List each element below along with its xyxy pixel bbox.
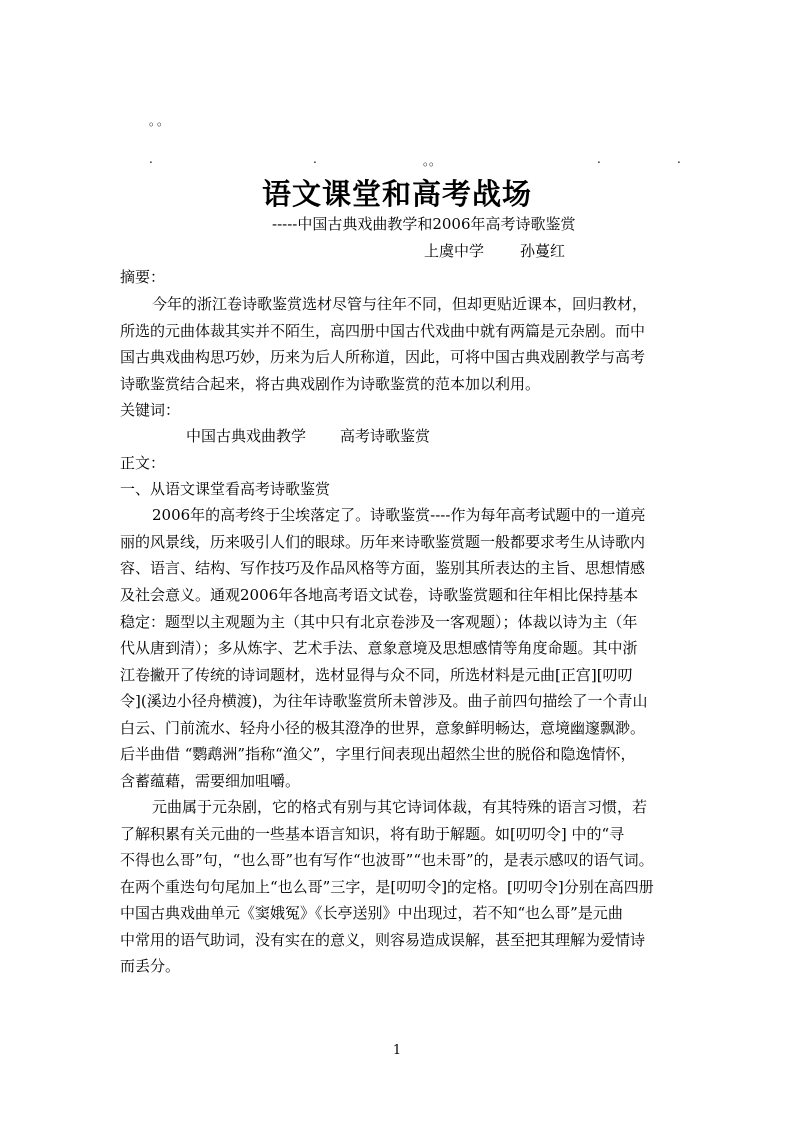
header-mark: . — [313, 152, 317, 166]
page-number: 1 — [392, 1043, 402, 1058]
paragraph-line: 了解积累有关元曲的一些基本语言知识，将有助于解题。如[叨叨令] 中的“寻 — [120, 825, 625, 843]
body-label: 正文： — [120, 454, 166, 472]
paragraph-line: 及社会意义。通观2006年各地高考语文试卷，诗歌鉴赏题和往年相比保持基本 — [120, 586, 639, 604]
paragraph-line: 令](溪边小径舟横渡)，为往年诗歌鉴赏所未曾涉及。曲子前四句描绘了一个青山 — [120, 692, 648, 710]
header-marks-top: 。。 — [149, 114, 172, 128]
abstract-line: 所选的元曲体裁其实并不陌生，高四册中国古代戏曲中就有两篇是元杂剧。而中 — [120, 322, 646, 340]
paragraph-line: 元曲属于元杂剧，它的格式有别与其它诗词体裁，有其特殊的语言习惯，若 — [152, 798, 648, 816]
abstract-line: 今年的浙江卷诗歌鉴赏选材尽管与往年不同，但却更贴近课本，回归教材， — [152, 295, 648, 313]
abstract-line: 国古典戏曲构思巧妙，历来为后人所称道，因此，可将中国古典戏剧教学与高考 — [120, 348, 646, 366]
paragraph-line: 后半曲借 “鹦鹉洲”指称“渔父”，字里行间表现出超然尘世的脱俗和隐逸情怀， — [120, 745, 636, 763]
paragraph-line: 白云、门前流水、轻舟小径的极其澄净的世界，意象鲜明畅达，意境幽邃飘渺。 — [120, 719, 646, 737]
paragraph-line: 江卷撇开了传统的诗词题材，选材显得与众不同，所选材料是元曲[正宫][叨叨 — [120, 666, 633, 684]
header-mark: . — [597, 152, 601, 166]
keyword: 中国古典戏曲教学 — [186, 427, 307, 445]
paragraph-line: 中国古典戏曲单元《窦娥冤》《长亭送别》中出现过，若不知“也么哥”是元曲 — [120, 904, 623, 922]
document-title: 语文课堂和高考战场 — [261, 177, 532, 211]
keywords-label: 关键词： — [120, 401, 181, 419]
section-heading: 一、从语文课堂看高考诗歌鉴赏 — [120, 480, 331, 498]
header-mark: 。。 — [423, 154, 442, 168]
document-subtitle: -----中国古典戏曲教学和2006年高考诗歌鉴赏 — [272, 215, 576, 233]
author-line — [424, 240, 565, 261]
keyword: 高考诗歌鉴赏 — [340, 427, 431, 445]
header-mark: . — [149, 152, 153, 166]
paragraph-line: 代从唐到清）；多从炼字、艺术手法、意象意境及思想感情等角度命题。其中浙 — [120, 639, 638, 657]
paragraph-line: 含蓄蕴藉，需要细加咀嚼。 — [120, 772, 301, 790]
abstract-label: 摘要： — [120, 268, 166, 286]
paragraph-line: 丽的风景线，历来吸引人们的眼球。历年来诗歌鉴赏题一般都要求考生从诗歌内 — [120, 533, 646, 551]
header-mark: . — [677, 152, 681, 166]
paragraph-line: 稳定：题型以主观题为主（其中只有北京卷涉及一客观题）；体裁以诗为主（年 — [120, 613, 638, 631]
paragraph-line: 2006年的高考终于尘埃落定了。诗歌鉴赏----作为每年高考试题中的一道亮 — [152, 506, 646, 524]
author-name: 孙蔓红 — [520, 242, 566, 260]
keywords — [186, 425, 430, 446]
abstract-line: 诗歌鉴赏结合起来，将古典戏剧作为诗歌鉴赏的范本加以利用。 — [120, 375, 541, 393]
paragraph-line: 容、语言、结构、写作技巧及作品风格等方面，鉴别其所表达的主旨、思想情感 — [120, 559, 646, 577]
paragraph-line: 在两个重迭句句尾加上“也么哥”三字，是[叨叨令]的定格。[叨叨令]分别在高四册 — [120, 878, 654, 896]
paragraph-line: 中常用的语气助词，没有实在的意义，则容易造成误解，甚至把其理解为爱情诗 — [120, 931, 646, 949]
paragraph-line: 不得也么哥”句，“也么哥”也有写作“也波哥”“也未哥”的，是表示感叹的语气词。 — [120, 851, 654, 869]
paragraph-line: 而丢分。 — [120, 957, 181, 975]
author-school: 上虞中学 — [424, 242, 485, 260]
